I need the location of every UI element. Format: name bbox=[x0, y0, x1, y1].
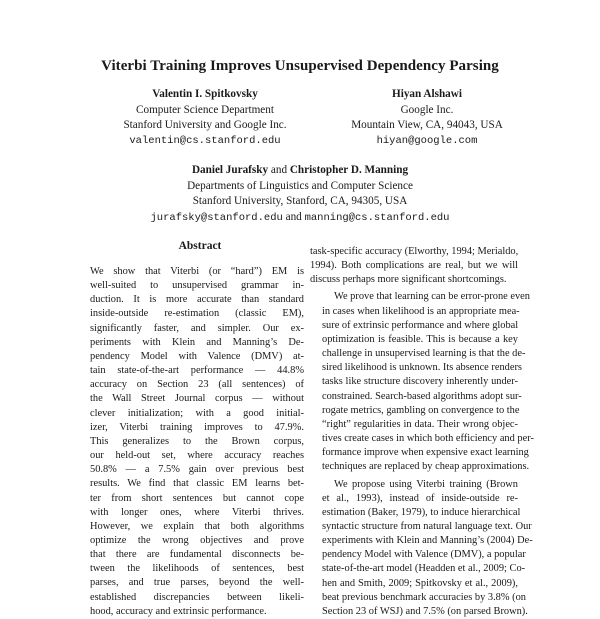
text-line: izer, Viterbi training improves to 47.9%. bbox=[90, 421, 304, 435]
text-line: experiments with Klein and Manning’s (2004) De- bbox=[310, 534, 518, 548]
intro-body bbox=[310, 245, 518, 619]
text-line: results. We find that classic EM learns bet- bbox=[90, 477, 304, 491]
text-line: sired likelihood is unknown. Its absence renders bbox=[310, 361, 518, 375]
author-name: Valentin I. Spitkovsky bbox=[95, 87, 315, 103]
text-line: task-specific accuracy (Elworthy, 1994; Merialdo, bbox=[310, 245, 518, 259]
author-affiliation: Computer Science Department bbox=[95, 103, 315, 119]
abstract-paragraph bbox=[90, 265, 304, 619]
text-line: established discrepancies between likeli- bbox=[90, 591, 304, 605]
paper-title: Viterbi Training Improves Unsupervised Dependency Parsing bbox=[0, 58, 600, 75]
text-line: hen and Smith, 2009; Spitkovsky et al., 2009), bbox=[310, 577, 518, 591]
joint-author-names bbox=[60, 163, 540, 179]
text-line: optimize the wrong objectives and prove bbox=[90, 534, 304, 548]
text-line: state-of-the-art model (Headden et al., 2009; Co- bbox=[310, 562, 518, 576]
and-connector: and bbox=[286, 211, 302, 223]
text-line: This generalizes to the Brown corpus, bbox=[90, 435, 304, 449]
text-line: syntactic structure from natural language text. Our bbox=[310, 520, 518, 534]
text-line: tives create cases in which both efficiency and per- bbox=[310, 432, 518, 446]
text-line: Section 23 of WSJ) and 7.5% (on parsed Brown). bbox=[310, 605, 518, 619]
text-line: We show that Viterbi (or “hard”) EM is bbox=[90, 265, 304, 279]
author-name: Christopher D. Manning bbox=[290, 164, 408, 176]
body-paragraph bbox=[310, 478, 518, 619]
text-line: However, we explain that both algorithms bbox=[90, 520, 304, 534]
author-name: Hiyan Alshawi bbox=[312, 87, 542, 103]
text-line: beat previous benchmark accuracies by 3.8% (on bbox=[310, 591, 518, 605]
text-line: tween the likelihoods of sentences, best bbox=[90, 562, 304, 576]
text-line: inside-outside re-estimation (classic EM), bbox=[90, 307, 304, 321]
author-email[interactable]: hiyan@google.com bbox=[312, 134, 542, 150]
text-line: accuracy on Section 23 (all sentences) of bbox=[90, 378, 304, 392]
text-line: We prove that learning can be error-prone even bbox=[310, 290, 518, 304]
joint-author-emails bbox=[60, 210, 540, 227]
author-affiliation: Stanford University and Google Inc. bbox=[95, 118, 315, 134]
text-line: optimization is feasible. This is because a key bbox=[310, 333, 518, 347]
text-line: pendency Model with Valence (DMV), a popular bbox=[310, 548, 518, 562]
text-line: 1994). Both complications are real, but we will bbox=[310, 259, 518, 273]
author-affiliation: Stanford University, Stanford, CA, 94305, USA bbox=[60, 194, 540, 210]
text-line: our held-out set, where accuracy reaches bbox=[90, 449, 304, 463]
author-email[interactable]: jurafsky@stanford.edu bbox=[150, 212, 282, 224]
author-email[interactable]: valentin@cs.stanford.edu bbox=[95, 134, 315, 150]
text-line: duction. It is more accurate than standard bbox=[90, 293, 304, 307]
text-line: We propose using Viterbi training (Brown bbox=[310, 478, 518, 492]
text-line: pendency Model with Valence (DMV) at- bbox=[90, 350, 304, 364]
text-line: in cases when likelihood is an appropriate mea- bbox=[310, 305, 518, 319]
text-line: clever initialization; with a good initial- bbox=[90, 407, 304, 421]
text-line: ter from short sentences but cannot cope bbox=[90, 492, 304, 506]
author-block-joint bbox=[60, 163, 540, 226]
text-line: significantly faster, and simpler. Our ex- bbox=[90, 322, 304, 336]
and-connector: and bbox=[271, 164, 287, 176]
body-paragraph bbox=[310, 245, 518, 287]
text-line: constrained. Search-based algorithms adopt sur- bbox=[310, 390, 518, 404]
text-line: 50.8% — a 7.5% gain over previous best bbox=[90, 463, 304, 477]
author-affiliation: Mountain View, CA, 94043, USA bbox=[312, 118, 542, 134]
text-line: tain state-of-the-art performance — 44.8% bbox=[90, 364, 304, 378]
text-line: sure of extrinsic performance and where global bbox=[310, 319, 518, 333]
body-paragraph bbox=[310, 290, 518, 474]
abstract-body bbox=[90, 265, 304, 619]
text-line: et al., 1993), instead of inside-outside re- bbox=[310, 492, 518, 506]
text-line: the Wall Street Journal corpus — without bbox=[90, 392, 304, 406]
author-block-2 bbox=[312, 87, 542, 149]
text-line: “right” regularities in data. Their wrong objec- bbox=[310, 418, 518, 432]
text-line: that there are fundamental disconnects be- bbox=[90, 548, 304, 562]
text-line: parses, and true parses, beyond the well- bbox=[90, 576, 304, 590]
text-line: rogate metrics, gambling on convergence to the bbox=[310, 404, 518, 418]
text-line: challenge in unsupervised learning is that the de- bbox=[310, 347, 518, 361]
text-line: techniques are replaced by cheap approximations. bbox=[310, 460, 518, 474]
text-line: estimation (Baker, 1979), to induce hierarchical bbox=[310, 506, 518, 520]
text-line: tasks like structure discovery inherently under- bbox=[310, 375, 518, 389]
abstract-heading: Abstract bbox=[90, 240, 310, 252]
author-email[interactable]: manning@cs.stanford.edu bbox=[305, 212, 450, 224]
text-line: hood, accuracy and extrinsic performance. bbox=[90, 605, 304, 619]
author-block-1 bbox=[95, 87, 315, 149]
text-line: formance improve when expensive exact learning bbox=[310, 446, 518, 460]
author-affiliation: Departments of Linguistics and Computer Science bbox=[60, 179, 540, 195]
author-name: Daniel Jurafsky bbox=[192, 164, 268, 176]
text-line: well-suited to unsupervised grammar in- bbox=[90, 279, 304, 293]
text-line: with longer ones, where Viterbi thrives. bbox=[90, 506, 304, 520]
text-line: periments with Klein and Manning’s De- bbox=[90, 336, 304, 350]
author-affiliation: Google Inc. bbox=[312, 103, 542, 119]
text-line: discuss perhaps more significant shortcomings. bbox=[310, 273, 518, 287]
